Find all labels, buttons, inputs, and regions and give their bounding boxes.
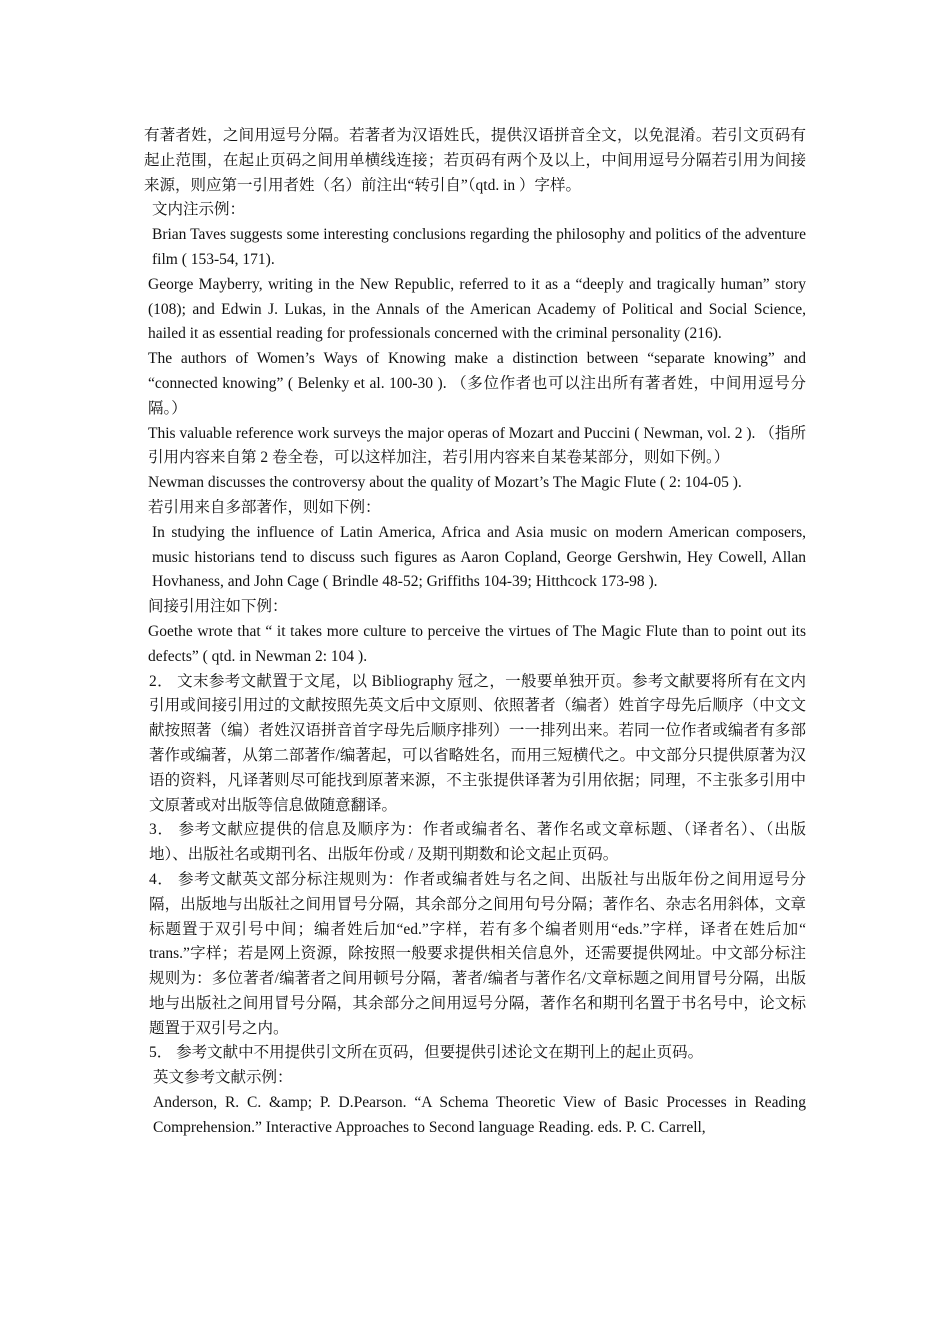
- example-belenky: The authors of Women’s Ways of Knowing make a distinction between “separate knowing” and “connected knowing” ( Belenky et al. 100-30 ). （多位作者也可以注出所有著者姓，中间用逗号分隔。）: [148, 350, 806, 417]
- rule-3-order: 3． 参考文献应提供的信息及顺序为：作者或编者名、著作名或文章标题、（译者名）、（出版地）、出版社名或期刊名、出版年份或 / 及期刊期数和论文起止页码。: [149, 821, 806, 864]
- heading-in-text-examples: 文内注示例：: [152, 201, 246, 219]
- example-taves: Brian Taves suggests some interesting conclusions regarding the philosophy and politics of the adventure film ( 153-54, 171).: [152, 226, 806, 268]
- example-newman-vol: This valuable reference work surveys the major operas of Mozart and Puccini ( Newman, vol. 2 ). （指所引用内容来自第 2 卷全卷，可以这样加注，若引用内容来自某卷某部分，则如下例。）: [148, 424, 806, 467]
- heading-indirect-citation: 间接引用注如下例：: [148, 598, 288, 616]
- paragraph-citation-rules: 有著者姓，之间用逗号分隔。若著者为汉语姓氏，提供汉语拼音全文，以免混淆。若引文页码有起止范围，在起止页码之间用单横线连接；若页码有两个及以上，中间用逗号分隔若引用为间接来源，则应第一引用者姓（名）前注出“转引自”（qtd. in ）字样。: [144, 127, 806, 194]
- heading-english-references: 英文参考文献示例：: [153, 1069, 293, 1087]
- example-newman-pages: Newman discusses the controversy about the quality of Mozart’s The Magic Flute ( 2: 104-05 ).: [148, 474, 742, 492]
- example-mayberry: George Mayberry, writing in the New Republic, referred to it as a “deeply and tragically human” story (108); and Edwin J. Lukas, in the Annals of the American Academy of Political and Social Science, hailed it as essential reading for professionals concerned with the criminal personality (216).: [148, 275, 806, 343]
- rule-4-punctuation: 4． 参考文献英文部分标注规则为：作者或编者姓与名之间、出版社与出版年份之间用逗号分隔，出版地与出版社之间用冒号分隔，其余部分之间用句号分隔；著作名、杂志名用斜体，文章标题置于双引号中间；编者姓后加“ed.”字样，若有多个编者则用“eds.”字样，译者在姓后加“ trans.”字样；若是网上资源，除按照一般要求提供相关信息外，还需要提供网址。中文部分标注规则为：多位著者/编著者之间用顿号分隔，著者/编者与著作名/文章标题之间用冒号分隔，出版地与出版社之间用冒号分隔，其余部分之间用逗号分隔，著作名和期刊名置于书名号中，论文标题置于双引号之内。: [149, 870, 806, 1037]
- reference-anderson: Anderson, R. C. &amp; P. D.Pearson. “A Schema Theoretic View of Basic Processes in Reading Comprehension.” Interactive Approaches to Second language Reading. eds. P. C. Carrell,: [153, 1094, 806, 1136]
- example-goethe: Goethe wrote that “ it takes more culture to perceive the virtues of The Magic Flute than to point out its defects” ( qtd. in Newman 2: 104 ).: [148, 622, 806, 665]
- rule-2-bibliography: 2． 文末参考文献置于文尾，以 Bibliography 冠之，一般要单独开页。参考文献要将所有在文内引用或间接引用过的文献按照先英文后中文原则、依照著者（编者）姓首字母先后顺序（中文文献按照著（编）者姓汉语拼音首字母先后顺序排列）一一排列出来。若同一位作者或编者有多部著作或编著，从第二部著作/编著起，可以省略姓名，而用三短横代之。中文部分只提供原著为汉语的资料，凡译著则尽可能找到原著来源，不主张提供译著为引用依据；同理，不主张多引用中文原著或对出版等信息做随意翻译。: [149, 672, 806, 814]
- heading-multiple-works: 若引用来自多部著作，则如下例：: [148, 498, 381, 516]
- document-page: [144, 124, 806, 1141]
- rule-5-pages: 5． 参考文献中不用提供引文所在页码，但要提供引述论文在期刊上的起止页码。: [149, 1044, 704, 1062]
- example-multiple-works: In studying the influence of Latin America, Africa and Asia music on modern American composers, music historians tend to discuss such figures as Aaron Copland, George Gershwin, Hey Cowell, Allan Hovhaness, and John Cage ( Brindle 48-52; Griffiths 104-39; Hitthcock 173-98 ).: [152, 523, 806, 591]
